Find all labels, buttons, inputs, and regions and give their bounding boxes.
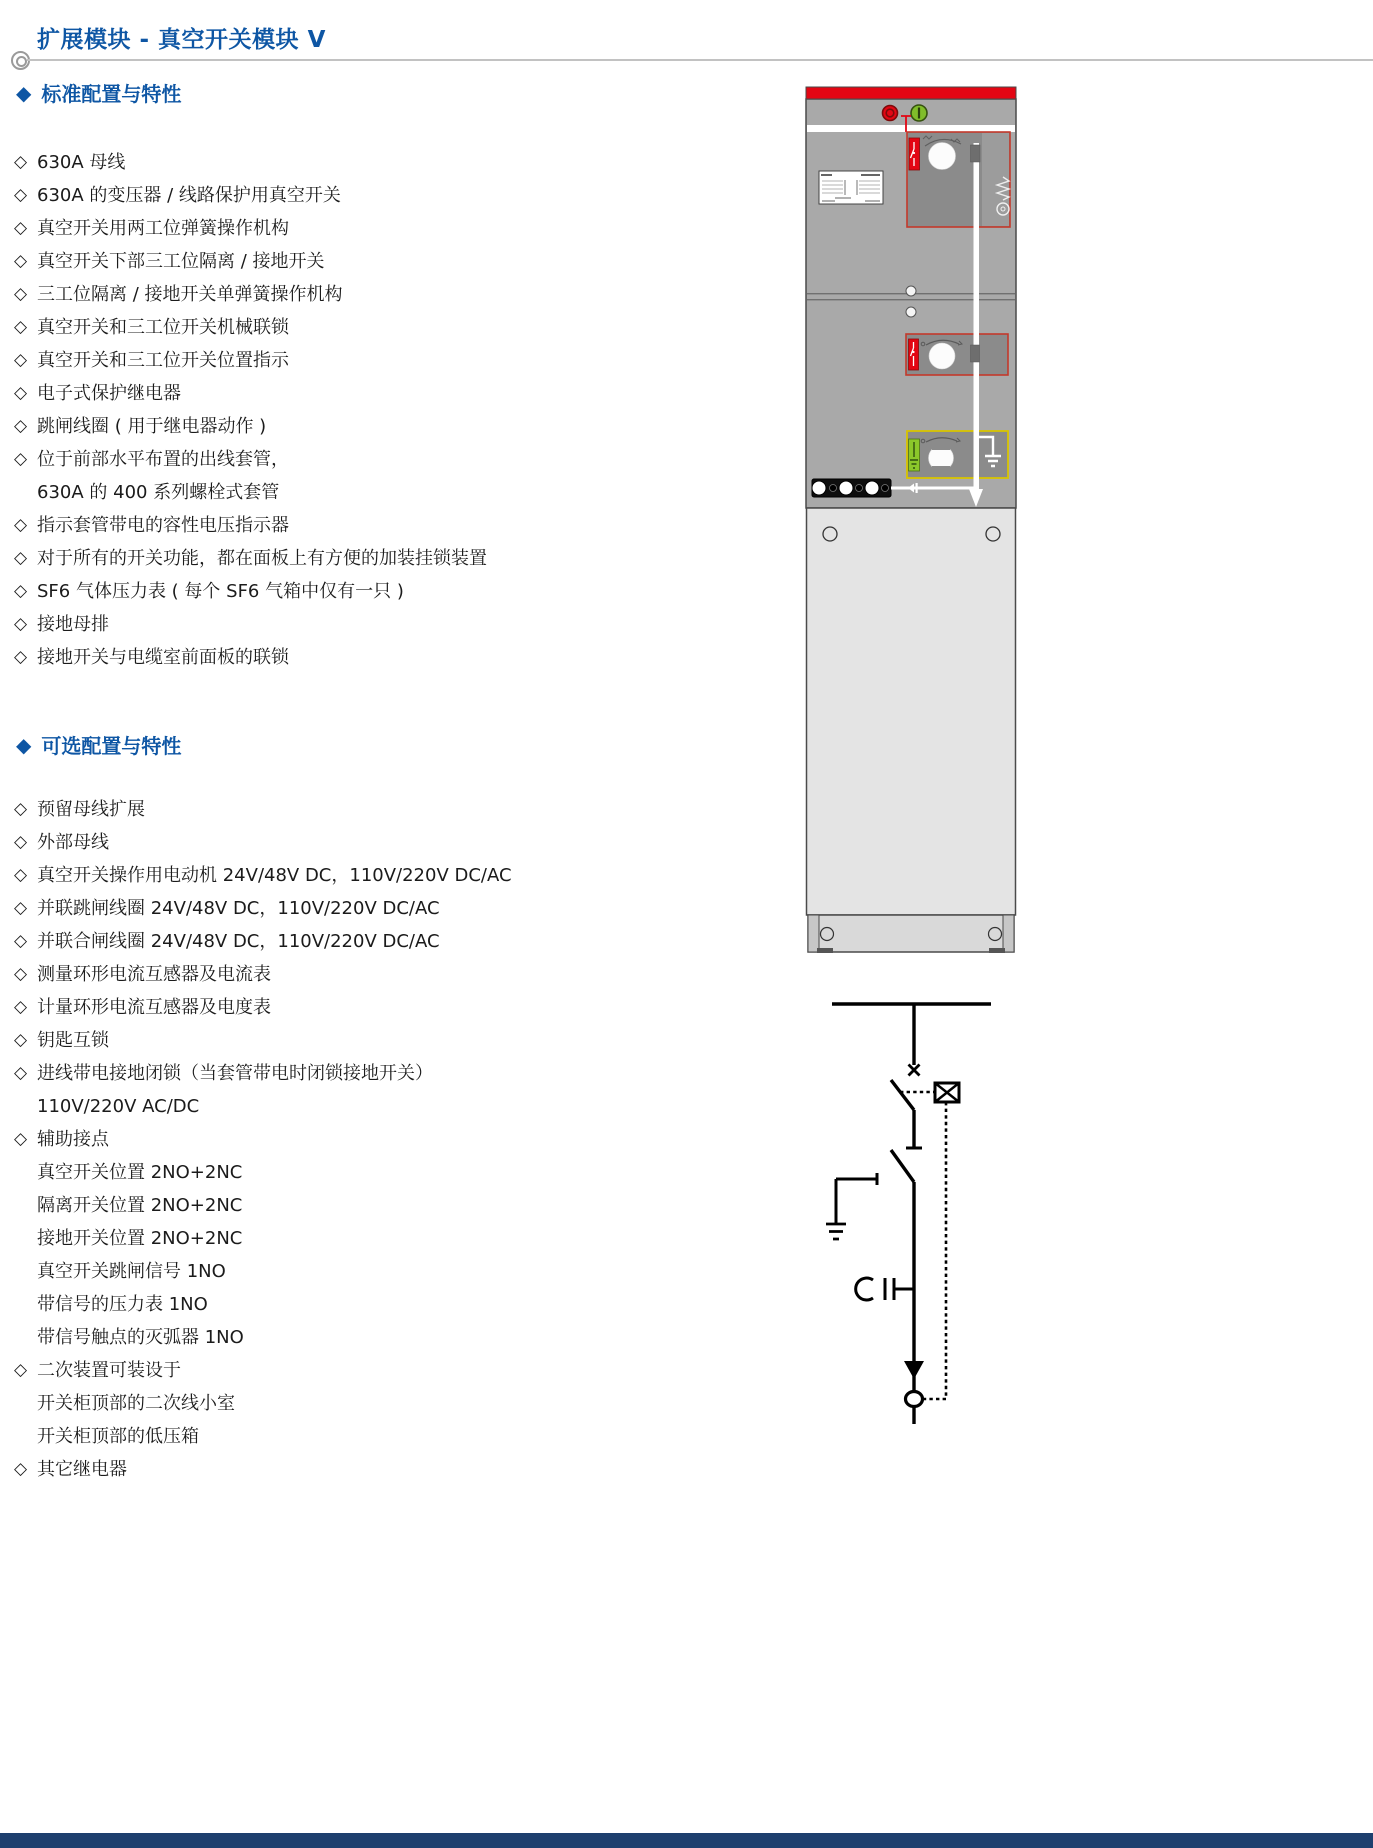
feature-item <box>14 608 487 641</box>
feature-item <box>14 344 487 377</box>
door-knob <box>986 527 1000 541</box>
diamond-outline-icon: ◇ <box>14 383 28 403</box>
feature-text: 二次装置可装设于 <box>37 1360 181 1381</box>
cable-compartment-door <box>807 508 1016 915</box>
contact-block <box>971 345 980 362</box>
diamond-outline-icon: ◇ <box>14 1129 28 1149</box>
feature-text: 带信号触点的灭弧器 1NO <box>37 1327 244 1348</box>
diamond-icon: ◆ <box>16 80 32 105</box>
switch-blade-upper <box>891 1080 914 1110</box>
feature-item <box>14 1354 512 1387</box>
diamond-outline-icon: ◇ <box>14 614 28 634</box>
feature-item-continuation <box>14 1321 512 1354</box>
feature-text: 三工位隔离 / 接地开关单弹簧操作机构 <box>37 284 343 305</box>
feature-item-continuation <box>14 1420 512 1453</box>
disconnector-mimic-panel <box>906 334 1008 375</box>
diamond-outline-icon: ◇ <box>14 515 28 535</box>
feature-text: 真空开关下部三工位隔离 / 接地开关 <box>37 251 325 272</box>
diamond-outline-icon: ◇ <box>14 931 28 951</box>
feature-item <box>14 509 487 542</box>
feature-text: 真空开关和三工位开关位置指示 <box>37 350 289 371</box>
feature-item <box>14 892 512 925</box>
earthing-switch-mimic-panel <box>907 431 1008 478</box>
feature-text: 630A 母线 <box>37 152 126 173</box>
feature-text: 钥匙互锁 <box>37 1030 109 1051</box>
section-heading-label: 可选配置与特性 <box>41 734 182 758</box>
diamond-outline-icon: ◇ <box>14 581 28 601</box>
cable-arrow <box>904 1361 924 1379</box>
cable-bushing-strip <box>812 479 891 497</box>
cabinet-red-band <box>806 87 1016 99</box>
feature-text: 对于所有的开关功能，都在面板上有方便的加装挂锁装置 <box>37 548 487 569</box>
diamond-outline-icon: ◇ <box>14 1030 28 1050</box>
current-transformer-symbol <box>906 1392 923 1407</box>
feature-text: 真空开关操作用电动机 24V/48V DC，110V/220V DC/AC <box>37 865 512 886</box>
feature-item <box>14 1123 512 1156</box>
feature-item-continuation <box>14 1255 512 1288</box>
feature-text: 指示套管带电的容性电压指示器 <box>37 515 289 536</box>
page-title: 扩展模块 - 真空开关模块 V <box>37 27 326 53</box>
diamond-outline-icon: ◇ <box>14 548 28 568</box>
base-hole <box>989 928 1002 941</box>
standard-features-list <box>14 146 487 674</box>
feature-item <box>14 826 512 859</box>
feature-item-continuation <box>14 476 487 509</box>
diamond-outline-icon: ◇ <box>14 898 28 918</box>
feature-text: 带信号的压力表 1NO <box>37 1294 208 1315</box>
bushing-link-line <box>891 487 976 490</box>
feature-item <box>14 311 487 344</box>
feature-text: 真空开关用两工位弹簧操作机构 <box>37 218 289 239</box>
footer-band <box>0 1833 1373 1848</box>
bolt-icon <box>906 286 916 296</box>
operating-shaft-hole <box>929 143 956 170</box>
feature-item <box>14 641 487 674</box>
feature-text: 进线带电接地闭锁（当套管带电时闭锁接地开关） <box>37 1063 433 1084</box>
feature-text: 630A 的变压器 / 线路保护用真空开关 <box>37 185 341 206</box>
feature-item <box>14 958 512 991</box>
feature-text: 位于前部水平布置的出线套管， <box>37 449 289 470</box>
feature-item <box>14 212 487 245</box>
feature-text: 并联跳闸线圈 24V/48V DC，110V/220V DC/AC <box>37 898 440 919</box>
diamond-outline-icon: ◇ <box>14 251 28 271</box>
diamond-outline-icon: ◇ <box>14 350 28 370</box>
feature-item <box>14 1453 512 1486</box>
diamond-outline-icon: ◇ <box>14 218 28 238</box>
diamond-outline-icon: ◇ <box>14 964 28 984</box>
trip-coil-box <box>935 1083 959 1102</box>
feature-item <box>14 146 487 179</box>
conductor-line <box>974 143 980 491</box>
feature-text: 并联合闸线圈 24V/48V DC，110V/220V DC/AC <box>37 931 440 952</box>
feature-text: SF6 气体压力表 ( 每个 SF6 气箱中仅有一只 ) <box>37 581 404 602</box>
rating-plate <box>819 171 883 204</box>
feature-item-continuation <box>14 1387 512 1420</box>
cabinet-white-strip <box>807 125 1015 132</box>
diamond-outline-icon: ◇ <box>14 1360 28 1380</box>
capacitive-voltage-indicator <box>856 1278 914 1300</box>
base-hole <box>821 928 834 941</box>
section-heading-label: 标准配置与特性 <box>41 82 182 106</box>
diamond-outline-icon: ◇ <box>14 997 28 1017</box>
feature-text: 跳闸线圈 ( 用于继电器动作 ) <box>37 416 267 437</box>
door-knob <box>823 527 837 541</box>
feature-text: 开关柜顶部的低压箱 <box>37 1426 199 1447</box>
module-divider <box>807 299 1015 300</box>
single-line-diagram <box>820 990 1010 1440</box>
feature-text: 其它继电器 <box>37 1459 127 1480</box>
diamond-outline-icon: ◇ <box>14 832 28 852</box>
diamond-outline-icon: ◇ <box>14 449 28 469</box>
feature-text: 测量环形电流互感器及电流表 <box>37 964 271 985</box>
diamond-icon: ◆ <box>16 732 32 757</box>
earth-branch <box>826 1173 877 1239</box>
feature-item-continuation <box>14 1090 512 1123</box>
feature-text: 隔离开关位置 2NO+2NC <box>37 1195 243 1216</box>
section-heading-optional <box>16 730 181 759</box>
feature-item <box>14 443 487 476</box>
feature-item <box>14 377 487 410</box>
feature-item <box>14 410 487 443</box>
feature-text: 开关柜顶部的二次线小室 <box>37 1393 235 1414</box>
off-button <box>883 106 898 121</box>
feature-text: 外部母线 <box>37 832 109 853</box>
link-tick <box>916 483 918 493</box>
contact-cross-icon <box>909 1065 920 1076</box>
diamond-outline-icon: ◇ <box>14 284 28 304</box>
feature-item <box>14 991 512 1024</box>
diamond-outline-icon: ◇ <box>14 317 28 337</box>
feature-item-continuation <box>14 1288 512 1321</box>
feature-text: 计量环形电流互感器及电度表 <box>37 997 271 1018</box>
feature-item <box>14 575 487 608</box>
feature-item <box>14 245 487 278</box>
feature-item <box>14 1057 512 1090</box>
feature-text: 真空开关位置 2NO+2NC <box>37 1162 243 1183</box>
feature-item <box>14 1024 512 1057</box>
feature-text: 接地母排 <box>37 614 109 635</box>
feature-item-continuation <box>14 1222 512 1255</box>
header-divider <box>27 59 1373 61</box>
vacuum-switch-mimic-panel <box>907 132 1010 227</box>
feature-text: 真空开关和三工位开关机械联锁 <box>37 317 289 338</box>
diamond-outline-icon: ◇ <box>14 1063 28 1083</box>
optional-features-list <box>14 793 512 1486</box>
diamond-outline-icon: ◇ <box>14 647 28 667</box>
diamond-outline-icon: ◇ <box>14 799 28 819</box>
bolt-icon <box>906 307 916 317</box>
feature-item <box>14 179 487 212</box>
diamond-outline-icon: ◇ <box>14 152 28 172</box>
cabinet-base <box>808 915 1014 953</box>
earth-symbol <box>826 1224 846 1239</box>
feature-text: 真空开关跳闸信号 1NO <box>37 1261 226 1282</box>
diamond-outline-icon: ◇ <box>14 1459 28 1479</box>
feature-item <box>14 793 512 826</box>
feature-text: 辅助接点 <box>37 1129 109 1150</box>
switchgear-cabinet-illustration <box>805 85 1017 955</box>
feature-text: 110V/220V AC/DC <box>37 1096 200 1117</box>
section-heading-standard <box>16 78 181 107</box>
diamond-outline-icon: ◇ <box>14 185 28 205</box>
feature-item <box>14 859 512 892</box>
feature-text: 接地开关位置 2NO+2NC <box>37 1228 243 1249</box>
diamond-outline-icon: ◇ <box>14 416 28 436</box>
feature-text: 电子式保护继电器 <box>37 383 181 404</box>
diamond-outline-icon: ◇ <box>14 865 28 885</box>
feature-text: 630A 的 400 系列螺栓式套管 <box>37 482 280 503</box>
feature-text: 预留母线扩展 <box>37 799 145 820</box>
dotted-control-link <box>924 1102 946 1399</box>
feature-item <box>14 278 487 311</box>
feature-item-continuation <box>14 1156 512 1189</box>
contact-block <box>971 145 981 162</box>
feature-item-continuation <box>14 1189 512 1222</box>
operating-shaft-hole <box>929 343 955 369</box>
switch-blade-lower <box>891 1150 914 1182</box>
on-button <box>911 105 927 121</box>
feature-item <box>14 542 487 575</box>
feature-text: 接地开关与电缆室前面板的联锁 <box>37 647 289 668</box>
feature-item <box>14 925 512 958</box>
